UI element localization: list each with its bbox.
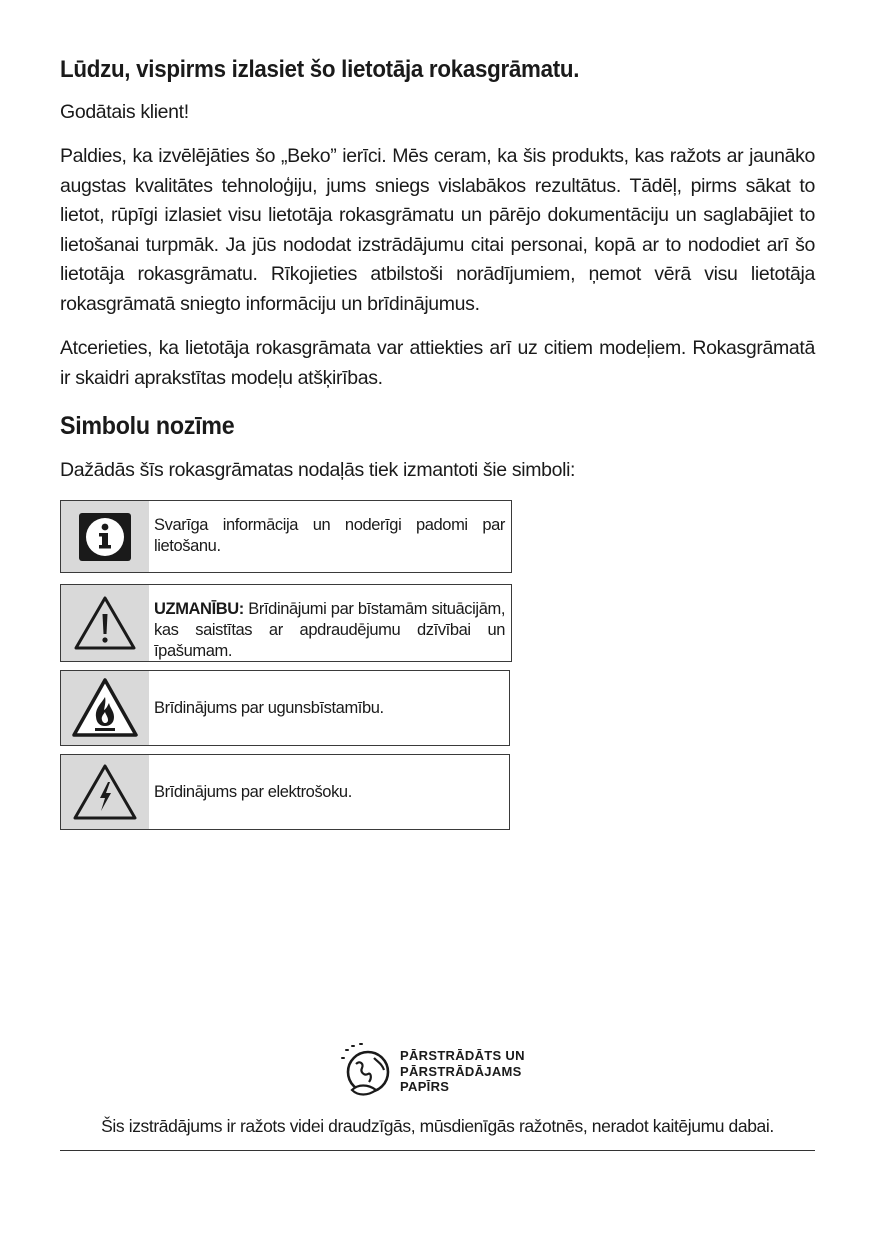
symbols-intro: Dažādās šīs rokasgrāmatas nodaļās tiek izmantoti šie simboli:: [60, 459, 576, 481]
symbol-row-fire: [60, 670, 510, 746]
warning-lead: UZMANĪBU:: [154, 600, 244, 618]
models-note-paragraph: Atcerieties, ka lietotāja rokasgrāmata var attiekties arī uz citiem modeļiem. Rokasgrāmatā ir skaidri aprakstītas modeļu atšķirības.: [60, 337, 815, 389]
recycled-paper-badge: [338, 1040, 568, 1102]
recycle-globe-icon: [338, 1040, 398, 1102]
symbol-text: [149, 585, 511, 661]
footer-divider: [60, 1150, 815, 1151]
symbol-text: Brīdinājums par ugunsbīstamību.: [154, 698, 384, 717]
greeting: Godātais klient!: [60, 101, 189, 123]
warning-icon: [61, 585, 149, 661]
symbol-text: Svarīga informācija un noderīgi padomi par lietošanu.: [154, 516, 505, 555]
intro-paragraph: Paldies, ka izvēlējāties šo „Beko” ierīci. Mēs ceram, ka šis produkts, kas ražots ar jaunāko augstas kvalitātes tehnoloģiju, jums sniegs vislabākos rezultātus. Tādēļ, pirms sākat to lietot, rūpīgi izlasiet visu lietotāja rokasgrāmatu un pārējo dokumentāciju un saglabājiet to lietošanai turpmāk. Ja jūs nododat izstrādājumu citai personai, kopā ar to nododiet arī šo lietotāja rokasgrāmatu. Rīkojieties atbilstoši norādījumiem, ņemot vērā visu lietotāja rokasgrāmatā sniegto informāciju un brīdinājumus.: [60, 145, 815, 315]
footer-text: Šis izstrādājums ir ražots videi draudzīgās, mūsdienīgās ražotnēs, neradot kaitējumu dabai.: [101, 1116, 774, 1136]
symbol-text: Brīdinājums par elektrošoku.: [154, 782, 352, 801]
symbol-row-warning: [60, 584, 512, 662]
symbols-heading: Simbolu nozīme: [60, 412, 235, 440]
symbol-row-electric: [60, 754, 510, 830]
recycle-line-2: PĀRSTRĀDĀJAMS: [400, 1063, 522, 1079]
recycle-badge-text: [400, 1048, 525, 1095]
fire-hazard-icon: [61, 671, 149, 745]
recycle-line-1: PĀRSTRĀDĀTS UN: [400, 1048, 525, 1063]
info-icon: [61, 501, 149, 572]
recycle-line-3: PAPĪRS: [400, 1079, 450, 1094]
symbol-row-info: [60, 500, 512, 573]
electric-shock-icon: [61, 755, 149, 829]
warning-text: Brīdinājumi par bīstamām situācijām, kas saistītas ar apdraudējumu dzīvībai un īpašumam.: [154, 600, 505, 660]
page-title: Lūdzu, vispirms izlasiet šo lietotāja rokasgrāmatu.: [60, 56, 580, 83]
